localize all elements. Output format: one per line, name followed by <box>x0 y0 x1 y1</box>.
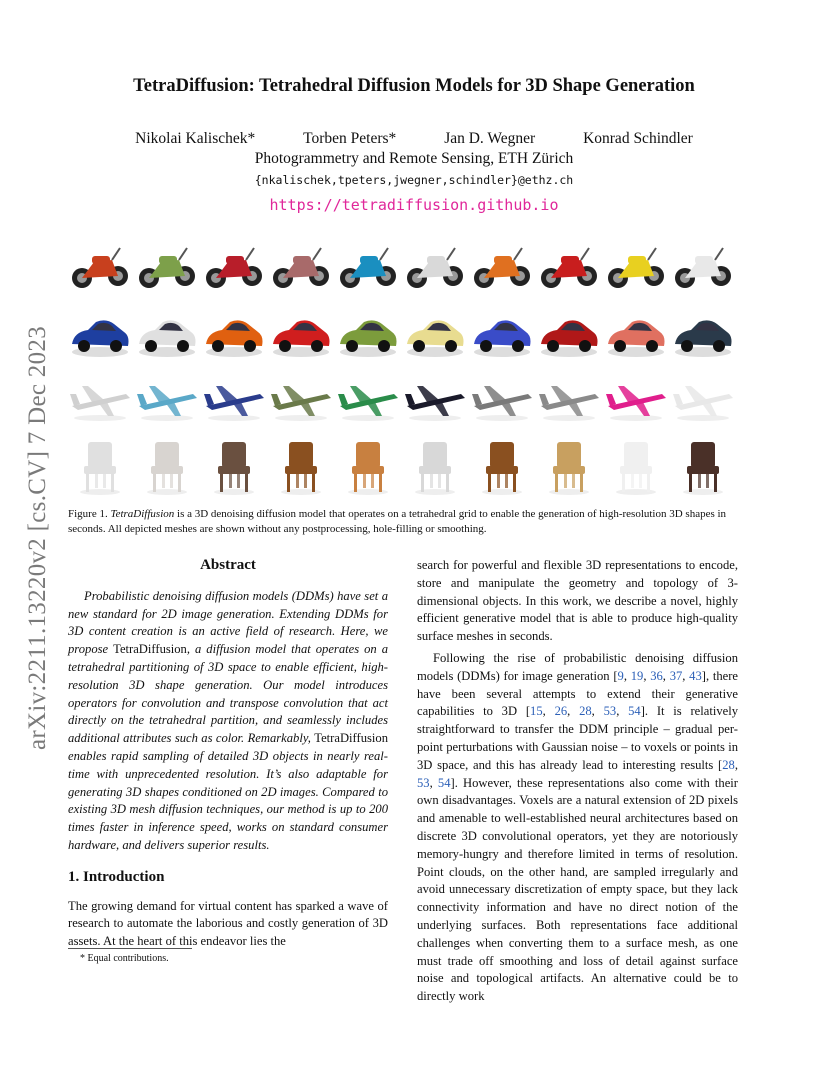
author-4: Konrad Schindler <box>583 130 693 147</box>
row-airplanes <box>68 372 744 432</box>
car-shape <box>537 304 601 364</box>
abstract-part: Probabilistic denoising diffusion models (DDMs) have set a new standard for 2D image generation. Extending DDMs for 3D content creation is an active field of research. Here, we propose <box>68 588 388 657</box>
citation-link[interactable]: 15 <box>530 704 543 719</box>
chair-shape <box>68 436 132 496</box>
citation-link[interactable]: 28 <box>722 757 735 772</box>
row-cars <box>68 304 744 364</box>
citation-link[interactable]: 43 <box>689 668 702 683</box>
arxiv-identifier: arXiv:2211.13220v2 [cs.CV] 7 Dec 2023 <box>24 326 51 750</box>
author-3: Jan D. Wegner <box>444 130 536 147</box>
abstract-heading: Abstract <box>200 557 256 573</box>
intro-text: The growing demand for virtual content has sparked a wave of research to automate the laborious and costly generation of 3D assets. At the heart of this endeavor lies the <box>68 898 388 949</box>
motorbike-shape <box>604 236 668 296</box>
citation-link[interactable]: 53 <box>603 704 617 719</box>
footnote: * Equal contributions. <box>80 953 169 964</box>
car-shape <box>202 304 266 364</box>
author-list <box>0 130 828 148</box>
airplane-shape <box>336 372 400 432</box>
airplane-shape <box>604 372 668 432</box>
motorbike-shape <box>671 236 735 296</box>
chair-shape <box>537 436 601 496</box>
car-shape <box>68 304 132 364</box>
motorbike-shape <box>135 236 199 296</box>
text-part: ]. It is relatively straightforward to transfer the DDM principle – gradual per-point perturbations with Gaussian noise – to voxels or points in 3D space, and this has already lead to interesting results [ <box>417 704 739 772</box>
right-para-1: search for powerful and flexible 3D representations to encode, store and manipulate the geometry and topology of 3-dimensional objects. In this work, we describe a novel, highly efficient generative model that is able to produce high-quality surface meshes in seconds. <box>417 558 738 644</box>
abstract-part: enables rapid sampling of detailed 3D objects in nearly real-time with unprecedented resolution. It’s also adaptable for generating 3D shapes conditioned on 2D images. Compared to existing 3D mesh diffusion techniques, our method is up to 200 times faster in inference speed, works on standard consumer hardware, and delivers superior results. <box>68 748 388 852</box>
car-shape <box>470 304 534 364</box>
motorbike-shape <box>202 236 266 296</box>
caption-text: is a 3D denoising diffusion model that operates on a tetrahedral grid to enable the generation of high-resolution 3D shapes in seconds. All depicted meshes are shown without any postprocessing, hole-filling or smoothing. <box>68 508 727 535</box>
airplane-shape <box>202 372 266 432</box>
abstract-name: TetraDiffusion <box>113 642 187 657</box>
author-2: Torben Peters* <box>303 130 397 147</box>
motorbike-shape <box>269 236 333 296</box>
left-column <box>68 557 388 951</box>
car-shape <box>671 304 735 364</box>
airplane-shape <box>671 372 735 432</box>
paper-title: TetraDiffusion: Tetrahedral Diffusion Models for 3D Shape Generation <box>133 76 695 96</box>
row-chairs <box>68 436 744 496</box>
abstract-text <box>68 588 388 855</box>
citation-link[interactable]: 54 <box>437 775 451 790</box>
car-shape <box>336 304 400 364</box>
citation-link[interactable]: 36 <box>650 668 663 683</box>
text-part: ], there have been several attempts to extend their generative capabilities to 3D [ <box>417 668 739 719</box>
figure-1-shape-grid <box>68 236 744 494</box>
airplane-shape <box>470 372 534 432</box>
author-1: Nikolai Kalischek* <box>135 130 256 147</box>
abstract-part: , a diffusion model that operates on a tetrahedral partitioning of 3D space to enable efficient, high-resolution 3D shape generation. Our model introduces operators for convolution and transpose convolution that act directly on the tetrahedral partition, and seamlessly includes additional attributes such as color. Remarkably, <box>68 642 389 746</box>
motorbike-shape <box>537 236 601 296</box>
car-shape <box>135 304 199 364</box>
footnote-rule <box>68 948 192 949</box>
project-url[interactable]: https://tetradiffusion.github.io <box>269 196 559 214</box>
chair-shape <box>470 436 534 496</box>
chair-shape <box>336 436 400 496</box>
arxiv-sidebar <box>4 290 51 750</box>
citation-link[interactable]: 9 <box>617 668 624 683</box>
caption-label: Figure 1. <box>68 508 108 520</box>
airplane-shape <box>537 372 601 432</box>
citation-link[interactable]: 37 <box>669 668 683 683</box>
citation-link[interactable]: 28 <box>579 704 592 719</box>
citation-link[interactable]: 53 <box>417 775 430 790</box>
caption-name: TetraDiffusion <box>110 508 175 520</box>
motorbike-shape <box>336 236 400 296</box>
car-shape <box>269 304 333 364</box>
chair-shape <box>202 436 266 496</box>
intro-heading: 1. Introduction <box>68 868 165 885</box>
abstract-name: TetraDiffusion <box>314 731 388 746</box>
citation-link[interactable]: 26 <box>554 704 568 719</box>
chair-shape <box>403 436 467 496</box>
motorbike-shape <box>68 236 132 296</box>
airplane-shape <box>68 372 132 432</box>
chair-shape <box>135 436 199 496</box>
airplane-shape <box>403 372 467 432</box>
figure-caption <box>68 507 742 537</box>
airplane-shape <box>269 372 333 432</box>
car-shape <box>403 304 467 364</box>
row-motorbikes <box>68 236 744 296</box>
chair-shape <box>671 436 735 496</box>
right-para-2: Following the rise of probabilistic denoising diffusion models (DDMs) for image generation [9, 19, 36, 37, 43], there have been several attempts to extend their generative capabilities to 3D [15, 26, 28, 53, 54]. It is relatively straightforward to transfer the DDM principle – gradual per-point perturbations with Gaussian noise – to voxels or points in 3D space, and this has already lead to interesting results [28, 53, 54]. However, these representations also come with their own disadvantages. Voxels are a natural extension of 2D pixels and amenable to well-established neural architectures based on discrete 3D convolutional operators, yet they are notoriously memory-hungry and therefore limited in terms of resolution. Point clouds, on the other hand, are sampled irregularly and avoid unnecessary discretization of empty space, but they lack connectivity information and have no direct notion of the underlying surfaces. Both representations face additional challenges when converting them to a surface mesh, as one must trade off smoothing and loss of detail against surface noise and topological artifacts. An alternative could be to directly work <box>417 650 739 1004</box>
motorbike-shape <box>403 236 467 296</box>
motorbike-shape <box>470 236 534 296</box>
airplane-shape <box>135 372 199 432</box>
chair-shape <box>604 436 668 496</box>
affiliation: Photogrammetry and Remote Sensing, ETH Zürich <box>254 150 574 167</box>
car-shape <box>604 304 668 364</box>
text-part: ]. However, these representations also come with their own disadvantages. Voxels are a natural extension of 2D pixels and amenable to well-established neural architectures based on discrete 3D convolutional operators, yet they are notoriously memory-hungry and therefore limited in terms of resolution. Point clouds, on the other hand, are sampled irregularly and avoid unnecessary discretization of empty space, but they lack connectivity information and have no direct notion of the underlying surfaces. Both representations face additional challenges when converting them to a surface mesh, as one must trade off smoothing and loss of detail against surface noise and topological artifacts. An alternative could be to directly work <box>417 775 738 1004</box>
author-emails: {nkalischek,tpeters,jwegner,schindler}@ethz.ch <box>254 173 574 187</box>
citation-link[interactable]: 54 <box>628 704 641 719</box>
text-part: Following the rise of probabilistic denoising diffusion models (DDMs) for image generation [ <box>417 650 738 683</box>
right-column <box>417 557 738 1006</box>
citation-link[interactable]: 19 <box>630 668 644 683</box>
chair-shape <box>269 436 333 496</box>
